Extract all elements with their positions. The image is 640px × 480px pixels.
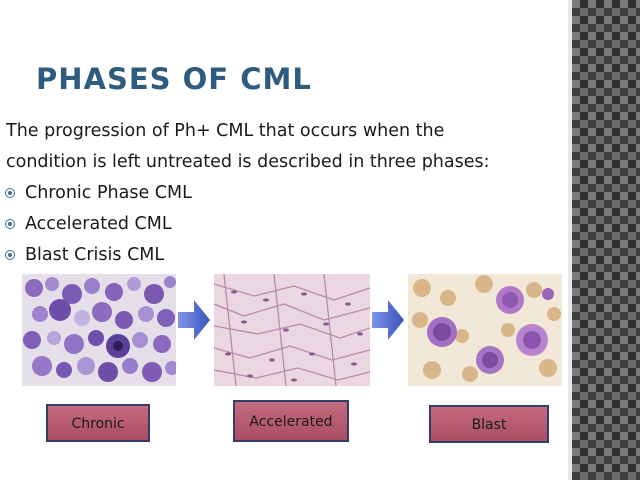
- bullet-icon: [5, 188, 15, 198]
- bullet-label: Chronic Phase CML: [25, 183, 192, 203]
- intro-line-2: condition is left untreated is described in three phases:: [6, 152, 490, 172]
- accelerated-micrograph: [214, 274, 370, 386]
- blast-phase-button[interactable]: Blast: [429, 405, 549, 443]
- chronic-phase-button[interactable]: Chronic: [46, 404, 150, 442]
- phase-bullet-list: [6, 178, 566, 271]
- checker-pattern: [572, 0, 640, 480]
- bullet-item-blast: [6, 240, 566, 271]
- chronic-micrograph: [22, 274, 176, 386]
- intro-line-1: The progression of Ph+ CML that occurs when the: [6, 121, 445, 141]
- accelerated-phase-button[interactable]: Accelerated: [233, 400, 349, 442]
- bullet-label: Accelerated CML: [25, 214, 172, 234]
- bullet-item-chronic: [6, 178, 566, 209]
- bullet-icon: [5, 250, 15, 260]
- blast-micrograph: [408, 274, 562, 386]
- bullet-item-accelerated: [6, 209, 566, 240]
- slide-body: [6, 116, 566, 271]
- right-arrow-icon: [372, 298, 406, 342]
- bullet-icon: [5, 219, 15, 229]
- slide-title: PHASES OF CML: [36, 62, 312, 96]
- bullet-label: Blast Crisis CML: [25, 245, 165, 265]
- right-arrow-icon: [178, 298, 212, 342]
- decorative-side-pattern: [572, 0, 640, 480]
